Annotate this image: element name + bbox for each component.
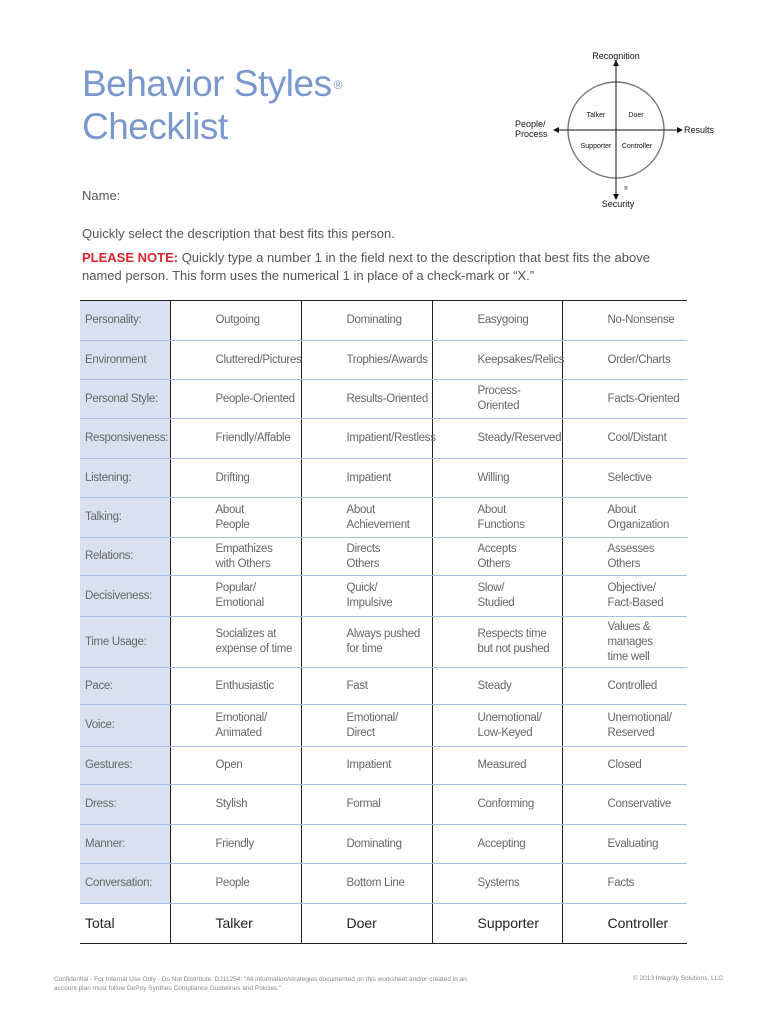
total-row (80, 904, 687, 944)
checklist-option[interactable]: Slow/ Studied (432, 576, 562, 617)
row-label: Dress: (80, 785, 170, 825)
table-row (80, 747, 687, 785)
total-cell[interactable]: Talker (170, 904, 301, 944)
behavior-checklist-table (80, 300, 687, 944)
footer-disclaimer: Confidential - For Internal Use Only - Do Not Distribute. DJ11254: “All information/strategies documented on this worksheet and/or created in an account plan must follow DePuy Synthes Compliance Guidelines and Policies.” (54, 976, 467, 992)
checklist-option[interactable]: Fast (301, 668, 432, 705)
registered-mark: ® (333, 78, 342, 92)
checklist-option[interactable]: Quick/ Impulsive (301, 576, 432, 617)
checklist-option[interactable]: Selective (562, 459, 687, 498)
checklist-option[interactable]: Evaluating (562, 825, 687, 864)
checklist-option[interactable]: Assesses Others (562, 538, 687, 576)
diagram-registered-mark: ® (624, 186, 628, 192)
quadrant-doer: Doer (628, 112, 644, 119)
checklist-option[interactable]: Friendly/Affable (170, 419, 301, 459)
checklist-option[interactable]: Always pushed for time (301, 617, 432, 668)
row-label: Gestures: (80, 747, 170, 785)
table-row (80, 341, 687, 380)
checklist-option[interactable]: Outgoing (170, 301, 301, 341)
row-label: Talking: (80, 498, 170, 538)
checklist-option[interactable]: Drifting (170, 459, 301, 498)
please-note (82, 249, 682, 285)
table-row (80, 380, 687, 419)
checklist-option[interactable]: Directs Others (301, 538, 432, 576)
checklist-option[interactable]: Values & manages time well (562, 617, 687, 668)
checklist-option[interactable]: Facts (562, 864, 687, 904)
total-cell[interactable]: Controller (562, 904, 687, 944)
checklist-option[interactable]: Controlled (562, 668, 687, 705)
checklist-option[interactable]: Accepting (432, 825, 562, 864)
table-row (80, 785, 687, 825)
checklist-option[interactable]: Popular/ Emotional (170, 576, 301, 617)
checklist-option[interactable]: Systems (432, 864, 562, 904)
title-line-1: Behavior Styles (82, 63, 332, 104)
checklist-option[interactable]: Open (170, 747, 301, 785)
axis-label-right: Results (684, 125, 715, 135)
axis-label-top: Recognition (592, 51, 640, 61)
checklist-option[interactable]: Dominating (301, 825, 432, 864)
checklist-option[interactable]: Results-Oriented (301, 380, 432, 419)
checklist-option[interactable]: Steady (432, 668, 562, 705)
table-row (80, 825, 687, 864)
total-label: Total (80, 904, 170, 944)
checklist-option[interactable]: Cluttered/Pictures (170, 341, 301, 380)
please-note-label: PLEASE NOTE: (82, 250, 179, 265)
row-label: Decisiveness: (80, 576, 170, 617)
checklist-option[interactable]: Impatient (301, 747, 432, 785)
checklist-option[interactable]: Stylish (170, 785, 301, 825)
checklist-option[interactable]: Trophies/Awards (301, 341, 432, 380)
row-label: Responsiveness: (80, 419, 170, 459)
checklist-option[interactable]: Conforming (432, 785, 562, 825)
table-row (80, 301, 687, 341)
checklist-option[interactable]: Keepsakes/Relics (432, 341, 562, 380)
row-label: Pace: (80, 668, 170, 705)
checklist-option[interactable]: About Functions (432, 498, 562, 538)
checklist-option[interactable]: About Organization (562, 498, 687, 538)
instruction-text: Quickly select the description that best fits this person. (82, 226, 395, 241)
checklist-option[interactable]: Process-Oriented (432, 380, 562, 419)
checklist-option[interactable]: Conservative (562, 785, 687, 825)
footer-copyright: © 2013 Integrity Solutions, LLC (632, 975, 723, 982)
checklist-body (80, 301, 687, 944)
table-row (80, 459, 687, 498)
table-row (80, 538, 687, 576)
checklist-option[interactable]: Enthusiastic (170, 668, 301, 705)
table-row (80, 576, 687, 617)
checklist-option[interactable]: Emotional/ Animated (170, 705, 301, 747)
row-label: Manner: (80, 825, 170, 864)
row-label: Environment (80, 341, 170, 380)
axis-label-left-1: People/ (515, 119, 546, 129)
checklist-option[interactable]: No-Nonsense (562, 301, 687, 341)
axis-label-bottom: Security (601, 199, 635, 209)
quadrant-controller: Controller (621, 143, 653, 150)
table-row (80, 617, 687, 668)
total-cell[interactable]: Supporter (432, 904, 562, 944)
table-row (80, 864, 687, 904)
checklist-option[interactable]: Friendly (170, 825, 301, 864)
please-note-text: Quickly type a number 1 in the field next to the description that best fits the above named person. This form uses the numerical 1 in place of a check-mark or “X.” (82, 250, 650, 283)
quadrant-supporter: Supporter (580, 143, 612, 150)
checklist-option[interactable]: Facts-Oriented (562, 380, 687, 419)
table-row (80, 419, 687, 459)
checklist-option[interactable]: Socializes at expense of time (170, 617, 301, 668)
checklist-option[interactable]: Objective/ Fact-Based (562, 576, 687, 617)
name-field-label: Name: (82, 188, 121, 203)
checklist-option[interactable]: Emotional/ Direct (301, 705, 432, 747)
page-title (82, 62, 342, 148)
checklist-option[interactable]: Order/Charts (562, 341, 687, 380)
row-label: Personality: (80, 301, 170, 341)
checklist-option[interactable]: People-Oriented (170, 380, 301, 419)
total-cell[interactable]: Doer (301, 904, 432, 944)
arrow-left-icon (553, 127, 559, 133)
row-label: Conversation: (80, 864, 170, 904)
checklist-option[interactable]: About People (170, 498, 301, 538)
checklist-option[interactable]: Measured (432, 747, 562, 785)
checklist-option[interactable]: About Achievement (301, 498, 432, 538)
checklist-option[interactable]: Steady/Reserved (432, 419, 562, 459)
axis-label-left-2: Process (515, 129, 548, 139)
checklist-option[interactable]: Empathizes with Others (170, 538, 301, 576)
checklist-option[interactable]: Easygoing (432, 301, 562, 341)
checklist-option[interactable]: People (170, 864, 301, 904)
checklist-option[interactable]: Respects time but not pushed (432, 617, 562, 668)
row-label: Listening: (80, 459, 170, 498)
row-label: Time Usage: (80, 617, 170, 668)
behavior-quadrant-diagram (505, 46, 725, 216)
checklist-option[interactable]: Willing (432, 459, 562, 498)
row-label: Personal Style: (80, 380, 170, 419)
quadrant-talker: Talker (586, 112, 606, 119)
checklist-option[interactable]: Impatient (301, 459, 432, 498)
table-row (80, 705, 687, 747)
checklist-option[interactable]: Unemotional/ Low-Keyed (432, 705, 562, 747)
arrow-right-icon (677, 127, 683, 133)
row-label: Relations: (80, 538, 170, 576)
checklist-option[interactable]: Unemotional/ Reserved (562, 705, 687, 747)
checklist-option[interactable]: Cool/Distant (562, 419, 687, 459)
table-row (80, 498, 687, 538)
title-line-2: Checklist (82, 106, 228, 147)
table-row (80, 668, 687, 705)
checklist-option[interactable]: Closed (562, 747, 687, 785)
checklist-option[interactable]: Formal (301, 785, 432, 825)
checklist-option[interactable]: Accepts Others (432, 538, 562, 576)
row-label: Voice: (80, 705, 170, 747)
checklist-option[interactable]: Impatient/Restless (301, 419, 432, 459)
checklist-option[interactable]: Bottom Line (301, 864, 432, 904)
checklist-option[interactable]: Dominating (301, 301, 432, 341)
